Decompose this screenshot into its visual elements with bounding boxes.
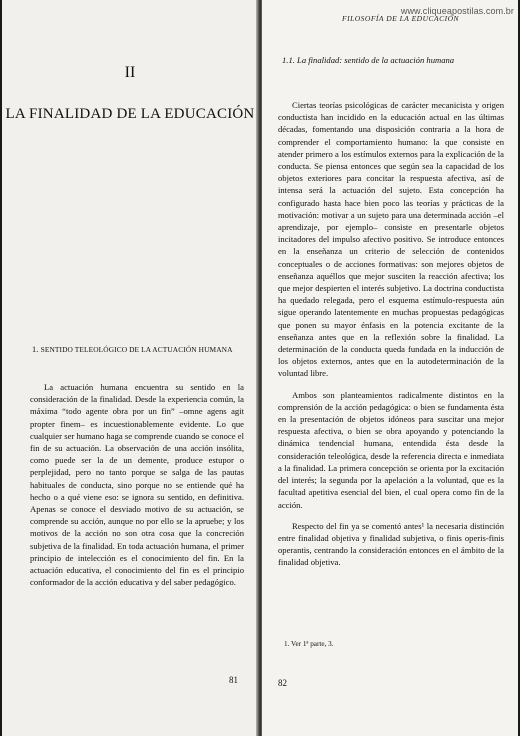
paragraph: Ambos son planteamientos radicalmente distintos en la comprensión de la acción pedagógica: o bien se fundamenta ésta en la presentación de objetos idóneos para suscitar una mejor respuesta afectiva, o bien se obra apoyando y potenciando la dinámica tendencial humana, entendida ésta desde la consideración teleológica, desde la referencia directa e inmediata a la finalidad. La primera concepción se orienta por la excitación del interés; la segunda por la apelación a la voluntad, que es la facultad apetitiva esencial del bien, el cual opera como fin de la acción.: [278, 389, 504, 510]
watermark-url: www.cliqueapostilas.com.br: [400, 6, 514, 16]
section-heading: [32, 345, 233, 354]
page-number-right: 82: [278, 678, 287, 688]
page-number-left: 81: [229, 675, 238, 685]
paragraph: La actuación humana encuentra su sentido en la consideración de la finalidad. Desde la experiencia común, la máxima “todo agente obra por un fin” –omne agens agit propter finem– es incuestionablemente evidente. Lo que cualquier ser humano haga se comprende cuando se conoce el fin de su actuación. La observación de una acción insólita, como puede ser la de un demente, produce estupor o perplejidad, pero no tanto porque se salga de las pautas habituales de conducta, sino porque no se entiende qué ha hecho o a qué viene eso: se ignora su sentido, en definitiva. Apenas se conoce el desviado motivo de su actuación, se comprende su acción, aunque no por ello se la apruebe; y los motivos de la acción no son otra cosa que la concreción subjetiva de la finalidad. En toda actuación humana, el primer principio de intelección es el conocimiento del fin. En la actuación educativa, el conocimiento del fin es el principio conformador de la acción educativa y del saber pedagógico.: [30, 382, 244, 588]
section-title: SENTIDO TELEOLÓGICO DE LA ACTUACIÓN HUMANA: [40, 345, 233, 354]
right-body-text: [278, 99, 504, 569]
paragraph: Respecto del fin ya se comentó antes¹ la necesaria distinción entre finalidad objetiva y finalidad subjetiva, o finis operis-finis operantis, centrando la consideración entonces en el ámbito de la finalidad objetiva.: [278, 520, 504, 568]
section-number: 1.: [32, 345, 39, 354]
running-head: FILOSOFÍA DE LA EDUCACIÓN: [342, 14, 460, 23]
left-page: [2, 0, 258, 736]
left-body-text: [30, 381, 244, 588]
paragraph: Ciertas teorías psicológicas de carácter mecanicista y origen conductista han incidido en la educación actual en las últimas décadas, fomentando una disposición contraria a la hora de comprender el comportamiento humano: la que consiste en atender primero a los estímulos externos para la explicación de la conducta. Se piensa entonces que según sea la capacidad de los objetos exteriores para concitar la respuesta afectiva, así de intensa será la actuación del sujeto. Esta concepción ha configurado hasta hace bien poco las teorías y prácticas de la motivación: motivar a un sujeto para una determinada acción –el aprendizaje, por ejemplo– consiste en presentarle objetos incitadores del impulso afectivo positivo. Se introduce entonces en la enseñanza un criterio de selección de contenidos conceptuales o de acciones formativas: son mejores objetos de enseñanza aquéllos que mejor susciten la reacción afectiva; los que mejor despierten el interés subjetivo. La doctrina conductista ha quedado relegada, pero el esquema estímulo-respuesta aún sigue operando latentemente en muchas propuestas pedagógicas que ponen su mayor énfasis en la potencia excitante de la enseñanza antes que en la reflexión sobre la finalidad. La determinación de la conducta queda fundada en la inducción de los objetos externos, antes que en la autodeterminación de la voluntad libre.: [278, 100, 504, 379]
right-page: [262, 0, 518, 736]
subsection-title: 1.1. La finalidad: sentido de la actuación humana: [282, 55, 455, 65]
chapter-number: II: [124, 64, 136, 81]
footnote: 1. Ver 1ª parte, 3.: [284, 640, 334, 648]
chapter-title: LA FINALIDAD DE LA EDUCACIÓN: [5, 106, 255, 122]
